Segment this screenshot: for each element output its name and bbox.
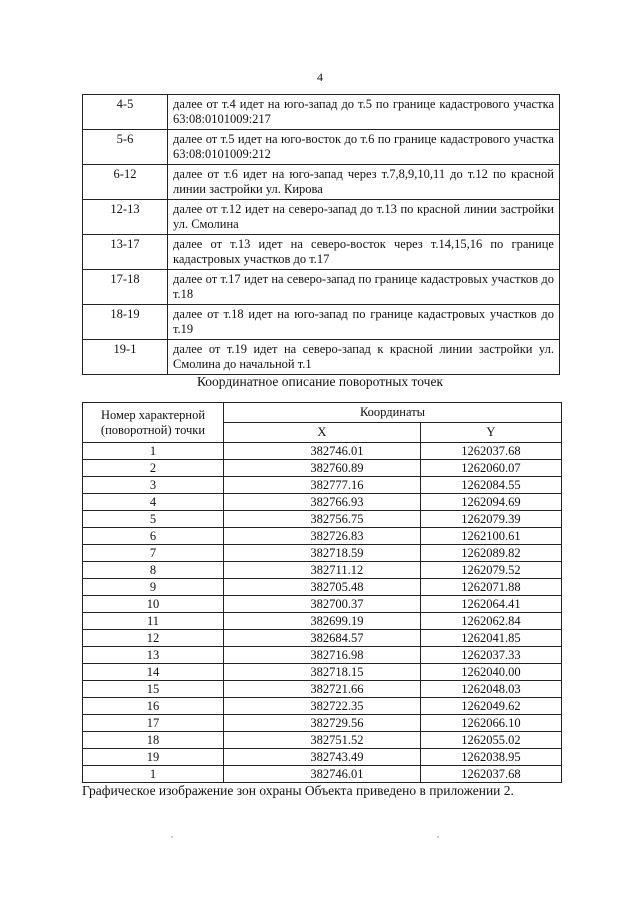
y-coordinate: 1262062.84 bbox=[420, 613, 561, 630]
footer-note: Графическое изображение зон охраны Объекта приведено в приложении 2. bbox=[82, 783, 514, 798]
point-number: 11 bbox=[83, 613, 224, 630]
coordinate-row bbox=[83, 477, 562, 494]
segment-code: 5-6 bbox=[83, 130, 168, 165]
coordinate-row bbox=[83, 766, 562, 783]
segment-description: далее от т.5 идет на юго-восток до т.6 по границе кадастрового участка 63:08:0101009:212 bbox=[168, 130, 560, 165]
x-coordinate: 382722.35 bbox=[224, 698, 421, 715]
scan-speck bbox=[171, 836, 173, 838]
coordinate-row bbox=[83, 562, 562, 579]
x-coordinate: 382684.57 bbox=[224, 630, 421, 647]
point-number-header: Номер характерной (поворотной) точки bbox=[83, 403, 224, 443]
point-number: 18 bbox=[83, 732, 224, 749]
y-coordinate: 1262066.10 bbox=[420, 715, 561, 732]
y-coordinate: 1262049.62 bbox=[420, 698, 561, 715]
point-number: 15 bbox=[83, 681, 224, 698]
y-coordinate: 1262089.82 bbox=[420, 545, 561, 562]
scan-speck bbox=[437, 836, 439, 838]
x-coordinate: 382726.83 bbox=[224, 528, 421, 545]
segment-description: далее от т.18 идет на юго-запад по границе кадастровых участков до т.19 bbox=[168, 305, 560, 340]
y-coordinate: 1262037.33 bbox=[420, 647, 561, 664]
coordinate-row bbox=[83, 494, 562, 511]
y-coordinate: 1262084.55 bbox=[420, 477, 561, 494]
segment-row bbox=[83, 305, 560, 340]
point-number: 5 bbox=[83, 511, 224, 528]
coordinate-row bbox=[83, 698, 562, 715]
x-coordinate: 382729.56 bbox=[224, 715, 421, 732]
segment-code: 13-17 bbox=[83, 235, 168, 270]
segment-code: 6-12 bbox=[83, 165, 168, 200]
y-coordinate: 1262064.41 bbox=[420, 596, 561, 613]
coordinates-header: Координаты bbox=[224, 403, 562, 423]
x-coordinate: 382766.93 bbox=[224, 494, 421, 511]
segment-row bbox=[83, 95, 560, 130]
point-number: 19 bbox=[83, 749, 224, 766]
segment-row bbox=[83, 270, 560, 305]
point-number: 3 bbox=[83, 477, 224, 494]
y-coordinate: 1262040.00 bbox=[420, 664, 561, 681]
x-coordinate: 382756.75 bbox=[224, 511, 421, 528]
segment-description: далее от т.13 идет на северо-восток через т.14,15,16 по границе кадастровых участков до т.17 bbox=[168, 235, 560, 270]
segment-code: 19-1 bbox=[83, 340, 168, 375]
segment-code: 18-19 bbox=[83, 305, 168, 340]
segment-row bbox=[83, 200, 560, 235]
y-coordinate: 1262037.68 bbox=[420, 766, 561, 783]
x-coordinate: 382743.49 bbox=[224, 749, 421, 766]
coordinate-row bbox=[83, 613, 562, 630]
point-number: 2 bbox=[83, 460, 224, 477]
point-number: 4 bbox=[83, 494, 224, 511]
x-coordinate: 382700.37 bbox=[224, 596, 421, 613]
x-coordinate: 382760.89 bbox=[224, 460, 421, 477]
y-coordinate: 1262048.03 bbox=[420, 681, 561, 698]
y-coordinate: 1262079.52 bbox=[420, 562, 561, 579]
coordinate-row bbox=[83, 443, 562, 460]
segment-description: далее от т.17 идет на северо-запад по границе кадастровых участков до т.18 bbox=[168, 270, 560, 305]
x-coordinate: 382721.66 bbox=[224, 681, 421, 698]
point-number: 9 bbox=[83, 579, 224, 596]
coordinate-row bbox=[83, 545, 562, 562]
coordinate-row bbox=[83, 596, 562, 613]
page-number: 4 bbox=[317, 70, 323, 84]
coordinates-table bbox=[82, 402, 562, 783]
segment-description: далее от т.12 идет на северо-запад до т.13 по красной линии застройки ул. Смолина bbox=[168, 200, 560, 235]
coordinate-row bbox=[83, 681, 562, 698]
coordinate-row bbox=[83, 460, 562, 477]
coordinate-row bbox=[83, 664, 562, 681]
point-number: 8 bbox=[83, 562, 224, 579]
x-coordinate: 382716.98 bbox=[224, 647, 421, 664]
coordinate-row bbox=[83, 528, 562, 545]
y-coordinate: 1262079.39 bbox=[420, 511, 561, 528]
section-title: Координатное описание поворотных точек bbox=[196, 374, 444, 389]
x-coordinate: 382751.52 bbox=[224, 732, 421, 749]
coordinate-row bbox=[83, 579, 562, 596]
x-coordinate: 382718.59 bbox=[224, 545, 421, 562]
coordinate-row bbox=[83, 647, 562, 664]
x-coordinate: 382699.19 bbox=[224, 613, 421, 630]
coordinate-row bbox=[83, 732, 562, 749]
segment-description: далее от т.19 идет на северо-запад к красной линии застройки ул. Смолина до начальной т.1 bbox=[168, 340, 560, 375]
point-number: 7 bbox=[83, 545, 224, 562]
y-coordinate: 1262071.88 bbox=[420, 579, 561, 596]
y-coordinate: 1262055.02 bbox=[420, 732, 561, 749]
y-coordinate: 1262094.69 bbox=[420, 494, 561, 511]
point-number: 10 bbox=[83, 596, 224, 613]
point-number: 13 bbox=[83, 647, 224, 664]
point-number: 17 bbox=[83, 715, 224, 732]
segment-description: далее от т.4 идет на юго-запад до т.5 по границе кадастрового участка 63:08:0101009:217 bbox=[168, 95, 560, 130]
x-coordinate: 382746.01 bbox=[224, 766, 421, 783]
segment-description: далее от т.6 идет на юго-запад через т.7,8,9,10,11 до т.12 по красной линии застройки ул. Кирова bbox=[168, 165, 560, 200]
boundary-segments-table bbox=[82, 94, 560, 375]
segment-row bbox=[83, 165, 560, 200]
point-number: 16 bbox=[83, 698, 224, 715]
x-header: X bbox=[224, 423, 421, 443]
segment-row bbox=[83, 130, 560, 165]
x-coordinate: 382746.01 bbox=[224, 443, 421, 460]
coordinate-row bbox=[83, 749, 562, 766]
segment-code: 17-18 bbox=[83, 270, 168, 305]
point-number: 1 bbox=[83, 766, 224, 783]
point-number: 6 bbox=[83, 528, 224, 545]
coordinate-row bbox=[83, 715, 562, 732]
x-coordinate: 382711.12 bbox=[224, 562, 421, 579]
point-number: 12 bbox=[83, 630, 224, 647]
y-coordinate: 1262037.68 bbox=[420, 443, 561, 460]
segment-row bbox=[83, 235, 560, 270]
segment-row bbox=[83, 340, 560, 375]
segment-code: 4-5 bbox=[83, 95, 168, 130]
y-header: Y bbox=[420, 423, 561, 443]
point-number: 14 bbox=[83, 664, 224, 681]
coordinate-row bbox=[83, 630, 562, 647]
x-coordinate: 382777.16 bbox=[224, 477, 421, 494]
x-coordinate: 382705.48 bbox=[224, 579, 421, 596]
point-number: 1 bbox=[83, 443, 224, 460]
y-coordinate: 1262041.85 bbox=[420, 630, 561, 647]
x-coordinate: 382718.15 bbox=[224, 664, 421, 681]
y-coordinate: 1262060.07 bbox=[420, 460, 561, 477]
segment-code: 12-13 bbox=[83, 200, 168, 235]
y-coordinate: 1262100.61 bbox=[420, 528, 561, 545]
coordinate-row bbox=[83, 511, 562, 528]
y-coordinate: 1262038.95 bbox=[420, 749, 561, 766]
